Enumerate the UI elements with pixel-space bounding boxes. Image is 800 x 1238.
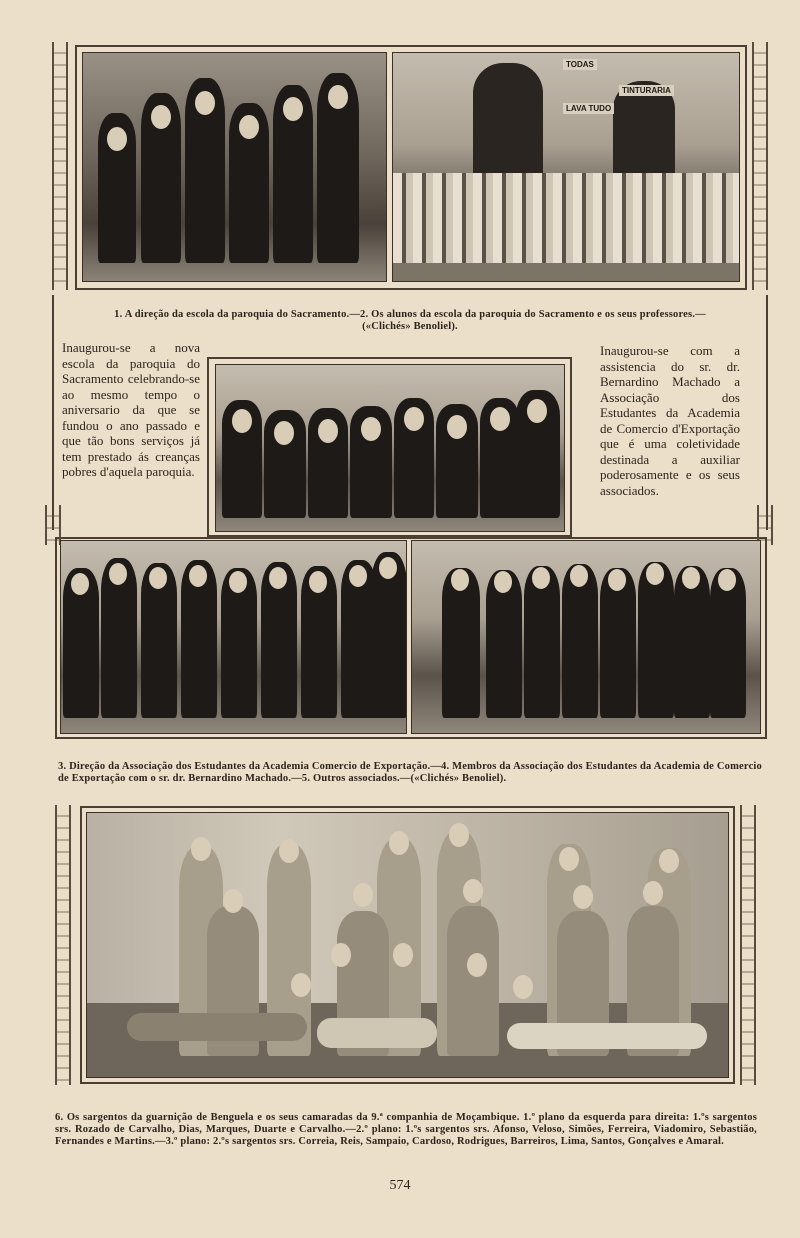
right-ornament-bottom — [740, 805, 756, 1085]
page-number: 574 — [389, 1178, 411, 1193]
right-ornament-middle — [757, 505, 773, 545]
photo-association-members — [60, 540, 407, 734]
right-ornament-top — [752, 42, 768, 290]
sign-todas: TODAS — [563, 59, 597, 70]
left-ornament-middle — [45, 505, 61, 545]
caption-middle: 3. Direção da Associação dos Estudantes da Academia Comercio de Exportação.—4. Membros da Associação dos Estudantes da Academia de Comercio de Exportação com o sr. dr. Bernardino Machado.—5. Outros associados.—(«Clichés» Benoliel). — [58, 761, 762, 784]
sign-tinturaria: TINTURARIA — [619, 85, 674, 96]
caption-top: 1. A direção da escola da paroquia do Sacramento.—2. Os alunos da escola da paroquia do Sacramento e os seus professores.—(«Clichés» Benoliel). — [114, 309, 706, 332]
caption-bottom: 6. Os sargentos da guarnição de Benguela e os seus camaradas da 9.ª companhia de Moçambique. 1.º plano da esquerda para direita: 1.ºs sargentos srs. Rozado de Carvalho, Dias, Marques, Duarte e Carvalho.—2.º plano: 1.ºs sargentos srs. Afonso, Veloso, Simões, Ferreira, Viadomiro, Sebastião, Fernandes e Martins.—3.º plano: 2.ºs sargentos srs. Correia, Reis, Sampaio, Cardoso, Rodrigues, Barreiros, Lima, Santos, Gonçalves e Amaral. — [55, 1112, 757, 1147]
body-text-left: Inaugurou-se a nova escola da paroquia do Sacramento celebrando-se ao mesmo tempo o aniversario da que se fundou o ano passado e que tão bons serviços já tem prestado ás creanças pobres d'aquela paroquia. — [62, 340, 200, 479]
left-ornament-bottom — [55, 805, 71, 1085]
right-text-rule — [766, 295, 768, 530]
body-text-right: Inaugurou-se com a assistencia do sr. dr. Bernardino Machado a Associação dos Estudantes da Academia de Comercio d'Exportação que é uma coletividade destinada a auxiliar poderosamente e os seus associados. — [600, 343, 740, 498]
sign-lava-tudo: LAVA TUDO — [563, 103, 614, 114]
photo-association-direction — [215, 364, 565, 532]
photo-school-direction — [82, 52, 387, 282]
left-text-rule — [52, 295, 54, 530]
photo-sergeants — [86, 812, 729, 1078]
photo-other-associates — [411, 540, 761, 734]
left-ornament-top — [52, 42, 68, 290]
photo-school-pupils — [392, 52, 740, 282]
